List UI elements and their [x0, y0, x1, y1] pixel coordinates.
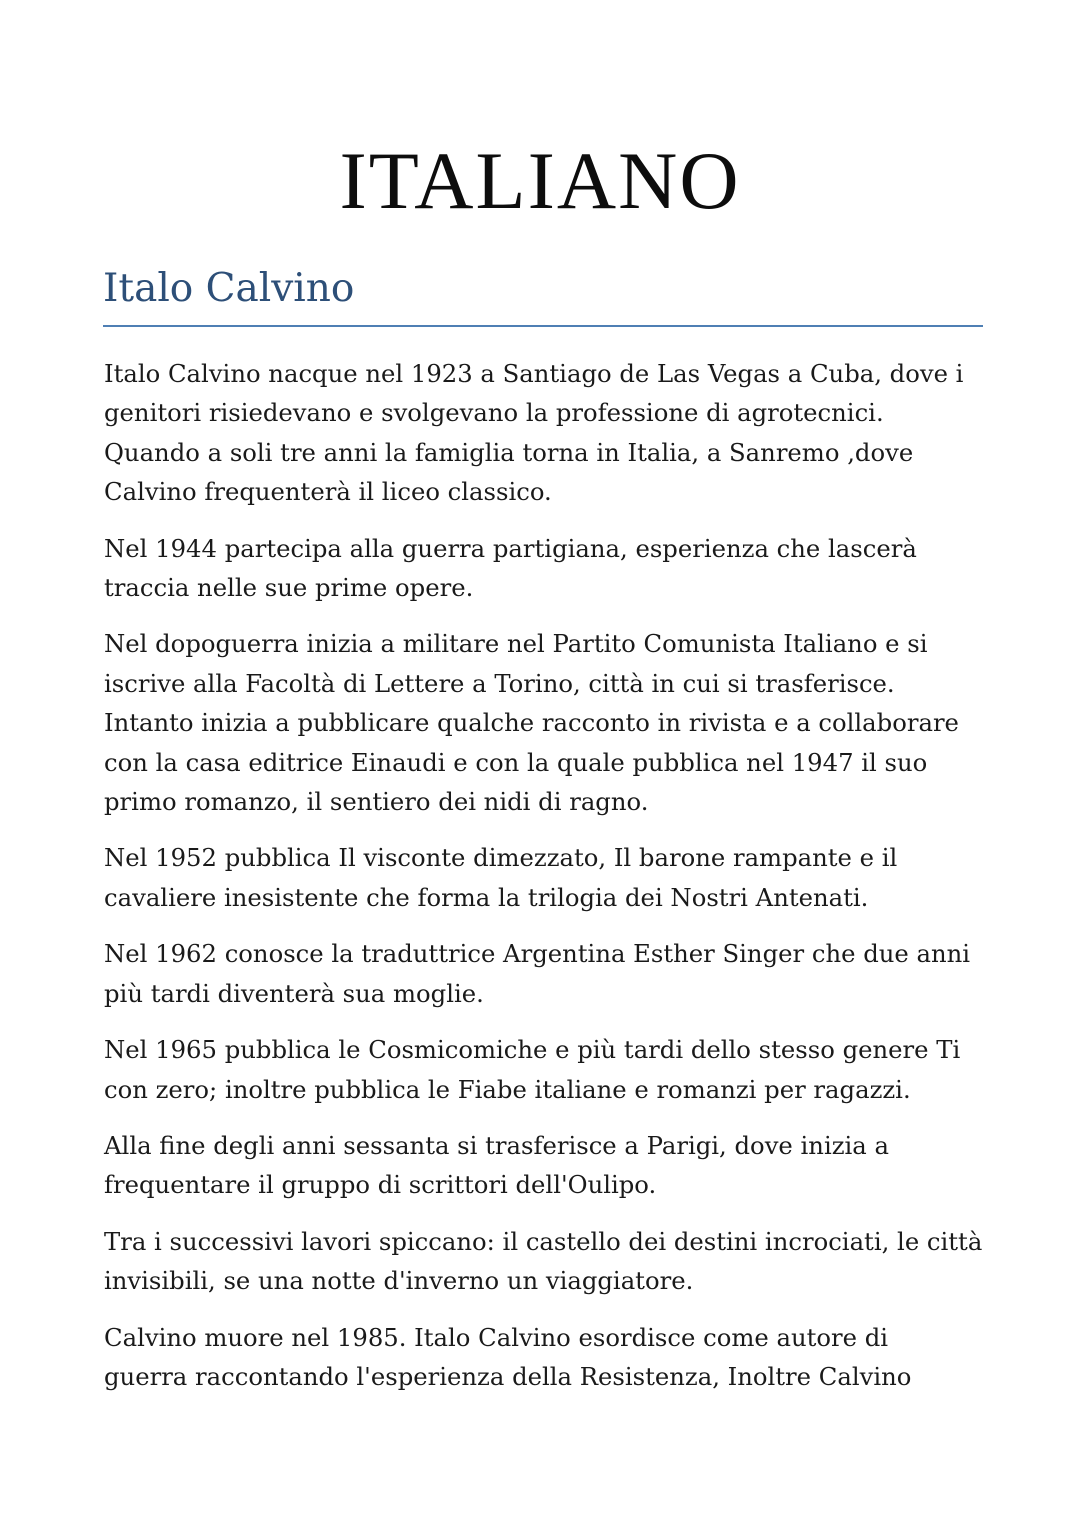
document-title: ITALIANO: [339, 135, 741, 226]
paragraph-1965: Nel 1965 pubblica le Cosmicomiche e più tardi dello stesso genere Ti con zero; inoltre pubblica le Fiabe italiane e romanzi per ragazzi.: [104, 1035, 961, 1104]
heading-underline: [103, 325, 983, 327]
paragraph-1944: Nel 1944 partecipa alla guerra partigiana, esperienza che lascerà traccia nelle sue prime opere.: [104, 533, 917, 603]
section-heading: Italo Calvino: [103, 266, 355, 311]
paragraph-birth: Italo Calvino nacque nel 1923 a Santiago de Las Vegas a Cuba, dove i genitori risiedevano e svolgevano la professione di agrotecnici. Quando a soli tre anni la famiglia torna in Italia, a Sanremo ,dove Calvino frequenterà il liceo classico.: [104, 359, 964, 507]
paragraph-works: Tra i successivi lavori spiccano: il castello dei destini incrociati, le città invisibili, se una notte d'inverno un viaggiatore.: [104, 1226, 983, 1296]
paragraph-postwar: Nel dopoguerra inizia a militare nel Partito Comunista Italiano e si iscrive alla Facoltà di Lettere a Torino, città in cui si trasferisce. Intanto inizia a pubblicare qualche racconto in rivista e a collaborare con la casa editrice Einaudi e con la quale pubblica nel 1947 il suo primo romanzo, il sentiero dei nidi di ragno.: [104, 629, 959, 817]
paragraph-1952: Nel 1952 pubblica Il visconte dimezzato, Il barone rampante e il cavaliere inesistente che forma la trilogia dei Nostri Antenati.: [104, 843, 898, 912]
body-text: [104, 354, 984, 1413]
paragraph-1962: Nel 1962 conosce la traduttrice Argentina Esther Singer che due anni più tardi diventerà sua moglie.: [104, 939, 971, 1008]
paragraph-paris: Alla fine degli anni sessanta si trasferisce a Parigi, dove inizia a frequentare il gruppo di scrittori dell'Oulipo.: [104, 1130, 889, 1200]
paragraph-death: Calvino muore nel 1985. Italo Calvino esordisce come autore di guerra raccontando l'esperienza della Resistenza, Inoltre Calvino: [104, 1322, 912, 1391]
